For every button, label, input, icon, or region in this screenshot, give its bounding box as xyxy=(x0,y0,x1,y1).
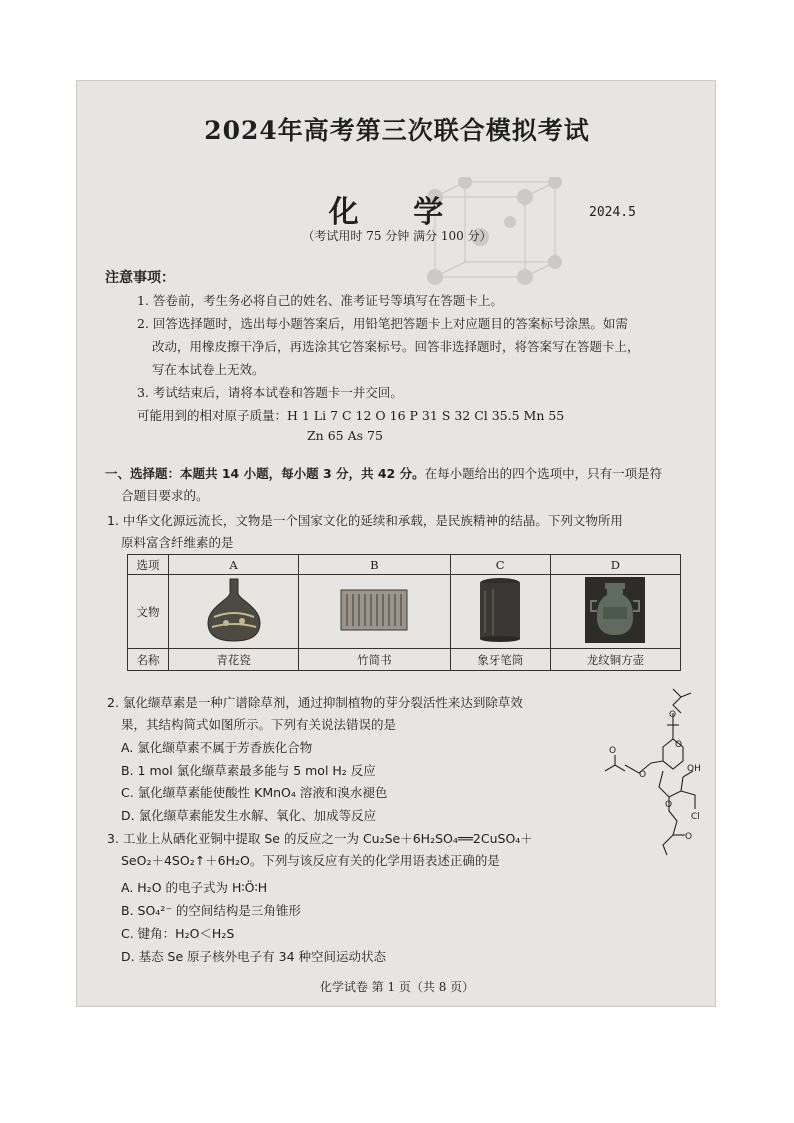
ivory-brush-pot-image xyxy=(477,577,523,643)
struct-o-label-3: O xyxy=(639,770,647,780)
atomic-masses: 可能用到的相对原子质量：H 1 Li 7 C 12 O 16 P 31 S 32 Cl 35.5 Mn 55 xyxy=(137,408,565,423)
notice-item: 3. 考试结束后，请将本试卷和答题卡一并交回。 xyxy=(137,385,403,400)
option-label-c: C xyxy=(450,555,550,575)
page-footer: 化学试卷 第 1 页（共 8 页） xyxy=(319,980,475,994)
struct-cl-label: Cl xyxy=(691,812,700,822)
section-heading-rest: 在每小题给出的四个选项中，只有一项是符 xyxy=(424,466,663,481)
relic-name-b: 竹简书 xyxy=(299,649,450,671)
struct-o-label-2: O xyxy=(675,740,683,750)
q1-stem-cont: 原料富含纤维素的是 xyxy=(121,535,234,550)
relic-image-c xyxy=(450,575,550,649)
q1-stem: 1. 中华文化源远流长，文物是一个国家文化的延续和承载，是民族精神的结晶。下列文物所用 xyxy=(107,513,623,528)
section-heading xyxy=(105,464,662,482)
table-header-option: 选项 xyxy=(128,555,169,575)
q2-stem-cont: 果，其结构简式如图所示。下列有关说法错误的是 xyxy=(121,717,397,732)
exam-sheet xyxy=(76,80,716,1007)
relic-name-c: 象牙笔筒 xyxy=(450,649,550,671)
struct-o-label-1: O xyxy=(669,710,677,720)
relic-image-d xyxy=(550,575,680,649)
bamboo-slips-image xyxy=(339,588,409,632)
notice-item: 2. 回答选择题时，选出每小题答案后，用铅笔把答题卡上对应题目的答案标号涂黑。如需 xyxy=(137,316,628,331)
q3-option-a: A. H₂O 的电子式为 H∶Ö∶H xyxy=(121,880,268,895)
q2-option-a: A. 氯化缬草素不属于芳香族化合物 xyxy=(121,740,313,755)
q3-option-c: C. 键角：H₂O＜H₂S xyxy=(121,926,235,941)
relics-table xyxy=(127,554,681,671)
notice-item: 1. 答卷前，考生务必将自己的姓名、准考证号等填写在答题卡上。 xyxy=(137,293,503,308)
q2-option-d: D. 氯化缬草素能发生水解、氧化、加成等反应 xyxy=(121,808,377,823)
bronze-pot-image xyxy=(585,577,645,643)
q2-option-c: C. 氯化缬草素能使酸性 KMnO₄ 溶液和溴水褪色 xyxy=(121,785,388,800)
subject-title: 化 学 xyxy=(328,195,466,230)
chlorovaltrate-structure-diagram xyxy=(585,685,713,857)
atomic-masses-cont: Zn 65 As 75 xyxy=(307,428,383,443)
option-label-d: D xyxy=(550,555,680,575)
porcelain-vase-image xyxy=(204,577,264,643)
q3-stem: 3. 工业上从硒化亚铜中提取 Se 的反应之一为 Cu₂Se＋6H₂SO₄══2CuSO₄＋ xyxy=(107,831,533,846)
option-label-b: B xyxy=(299,555,450,575)
section-heading-main: 一、选择题：本题共 14 小题，每小题 3 分，共 42 分。 xyxy=(105,466,425,481)
struct-oh-label: OH xyxy=(687,764,701,774)
exam-title: 2024年高考第三次联合模拟考试 xyxy=(204,116,590,145)
notice-item: 写在本试卷上无效。 xyxy=(152,362,265,377)
relic-name-d: 龙纹铜方壶 xyxy=(550,649,680,671)
section-heading-cont: 合题目要求的。 xyxy=(121,488,209,503)
relic-image-b xyxy=(299,575,450,649)
table-header-name: 名称 xyxy=(128,649,169,671)
relic-name-a: 青花瓷 xyxy=(169,649,299,671)
notice-heading: 注意事项： xyxy=(105,270,175,286)
struct-o-label-5: O xyxy=(665,800,673,810)
option-label-a: A xyxy=(169,555,299,575)
q2-stem: 2. 氯化缬草素是一种广谱除草剂，通过抑制植物的芽分裂活性来达到除草效 xyxy=(107,695,523,710)
q3-option-d: D. 基态 Se 原子核外电子有 34 种空间运动状态 xyxy=(121,949,386,964)
exam-date: 2024.5 xyxy=(589,205,636,220)
exam-duration: （考试用时 75 分钟 满分 100 分） xyxy=(302,229,492,243)
q3-option-b: B. SO₄²⁻ 的空间结构是三角锥形 xyxy=(121,903,301,918)
notice-item: 改动，用橡皮擦干净后，再选涂其它答案标号。回答非选择题时，将答案写在答题卡上， xyxy=(152,339,640,354)
relic-image-a xyxy=(169,575,299,649)
struct-o-label-4: O xyxy=(609,746,617,756)
table-header-relic: 文物 xyxy=(128,575,169,649)
q2-option-b: B. 1 mol 氯化缬草素最多能与 5 mol H₂ 反应 xyxy=(121,763,376,778)
q3-stem-cont: SeO₂＋4SO₂↑＋6H₂O。下列与该反应有关的化学用语表述正确的是 xyxy=(121,853,500,868)
struct-o-label-6: O xyxy=(685,832,693,842)
